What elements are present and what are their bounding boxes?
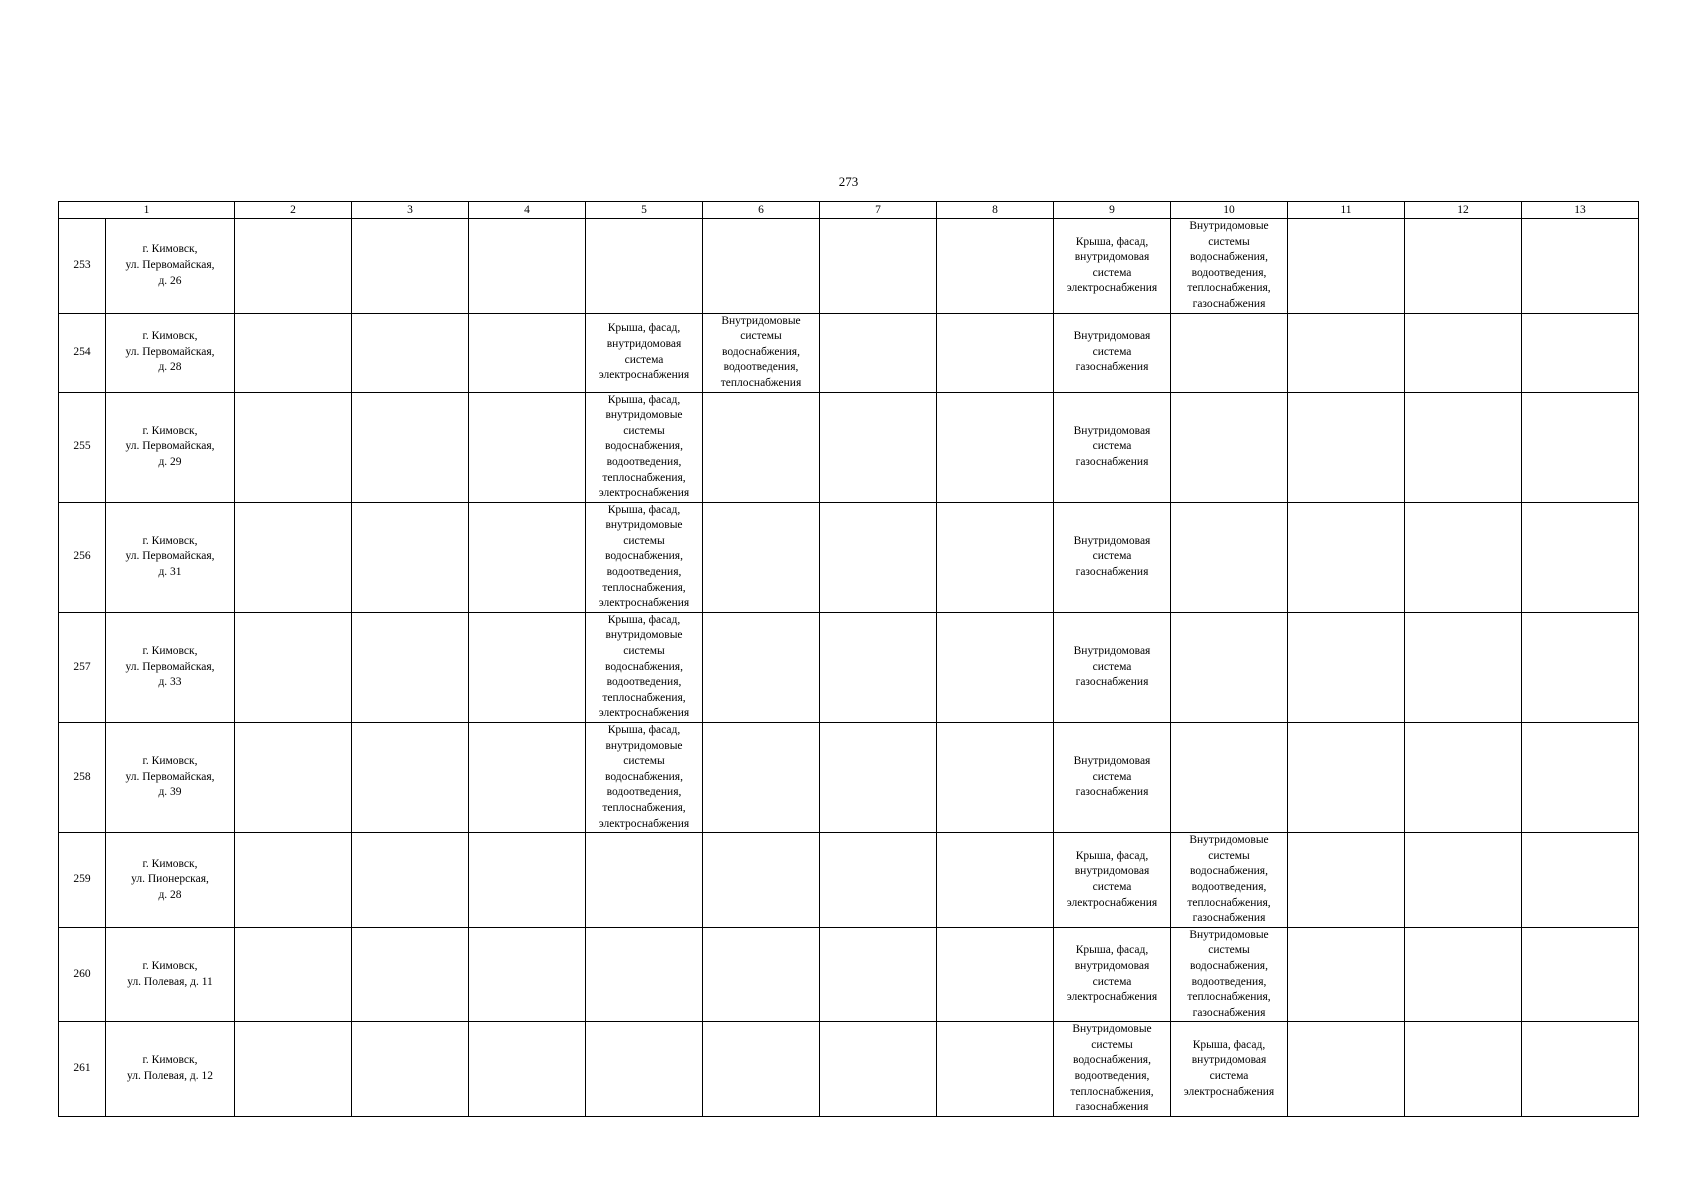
cell-col-6: [703, 219, 820, 314]
cell-col-10: [1171, 1022, 1288, 1117]
row-number: [59, 723, 106, 833]
cell-col-8: [937, 1022, 1054, 1117]
cell-col-7: [820, 927, 937, 1022]
cell-col-6: [703, 723, 820, 833]
cell-col-12: [1405, 392, 1522, 502]
table-body: [59, 219, 1639, 1117]
cell-col-10: [1171, 219, 1288, 314]
cell-col-7: [820, 219, 937, 314]
cell-col-13: [1522, 927, 1639, 1022]
cell-col-10: [1171, 833, 1288, 928]
cell-text: Крыша, фасад, внутридомовая система электроснабжения: [1066, 944, 1158, 1004]
cell-text: Внутридомовые системы водоснабжения, водоотведения, теплоснабжения, газоснабжения: [1187, 834, 1271, 925]
header-col-11: 11: [1288, 202, 1405, 219]
cell-col-9: [1054, 1022, 1171, 1117]
cell-col-3: [352, 1022, 469, 1117]
cell-col-5: [586, 612, 703, 722]
row-number: [59, 612, 106, 722]
cell-text: г. Кимовск, ул. Первомайская, д. 31: [125, 534, 215, 579]
cell-col-11: [1288, 392, 1405, 502]
cell-col-5: [586, 833, 703, 928]
cell-col-13: [1522, 612, 1639, 722]
cell-col-9: [1054, 502, 1171, 612]
cell-col-2: [235, 313, 352, 392]
cell-text: Крыша, фасад, внутридомовые системы водоснабжения, водоотведения, теплоснабжения, электроснабжения: [598, 724, 690, 830]
table-row: [59, 502, 1639, 612]
cell-text: Крыша, фасад, внутридомовая система электроснабжения: [1183, 1038, 1275, 1098]
cell-col-10: [1171, 612, 1288, 722]
cell-col-11: [1288, 927, 1405, 1022]
cell-col-6: [703, 927, 820, 1022]
cell-col-6: [703, 833, 820, 928]
cell-col-4: [469, 313, 586, 392]
table-row: [59, 833, 1639, 928]
table-row: [59, 723, 1639, 833]
cell-col-5: [586, 1022, 703, 1117]
cell-col-9: [1054, 612, 1171, 722]
cell-text: г. Кимовск, ул. Полевая, д. 11: [127, 959, 213, 988]
address-cell: [106, 833, 235, 928]
cell-col-13: [1522, 392, 1639, 502]
cell-text: 255: [73, 440, 91, 453]
cell-col-3: [352, 723, 469, 833]
cell-col-7: [820, 502, 937, 612]
cell-col-8: [937, 313, 1054, 392]
cell-col-13: [1522, 1022, 1639, 1117]
header-col-5: 5: [586, 202, 703, 219]
cell-col-3: [352, 219, 469, 314]
cell-col-9: [1054, 392, 1171, 502]
cell-col-2: [235, 219, 352, 314]
cell-text: Крыша, фасад, внутридомовая система электроснабжения: [1066, 849, 1158, 909]
cell-col-5: [586, 927, 703, 1022]
cell-col-2: [235, 392, 352, 502]
header-row: [59, 202, 1639, 219]
cell-col-3: [352, 927, 469, 1022]
header-col-6: 6: [703, 202, 820, 219]
cell-col-12: [1405, 219, 1522, 314]
cell-col-2: [235, 927, 352, 1022]
cell-text: г. Кимовск, ул. Первомайская, д. 28: [125, 330, 215, 374]
cell-text: Внутридомовые системы водоснабжения, водоотведения, теплоснабжения, газоснабжения: [1187, 928, 1271, 1019]
cell-col-13: [1522, 833, 1639, 928]
table-row: [59, 612, 1639, 722]
cell-col-6: [703, 313, 820, 392]
row-number: [59, 927, 106, 1022]
cell-text: г. Кимовск, ул. Первомайская, д. 39: [125, 755, 215, 799]
cell-text: Крыша, фасад, внутридомовые системы водоснабжения, водоотведения, теплоснабжения, электроснабжения: [598, 393, 690, 500]
table-row: [59, 927, 1639, 1022]
cell-col-4: [469, 723, 586, 833]
cell-text: 254: [73, 345, 91, 358]
cell-col-9: [1054, 927, 1171, 1022]
cell-col-12: [1405, 1022, 1522, 1117]
header-col-1: 1: [59, 202, 235, 219]
cell-text: 256: [73, 550, 91, 563]
address-cell: [106, 392, 235, 502]
cell-col-11: [1288, 1022, 1405, 1117]
cell-text: Внутридомовая система газоснабжения: [1073, 330, 1151, 374]
cell-col-13: [1522, 219, 1639, 314]
cell-col-12: [1405, 833, 1522, 928]
address-cell: [106, 1022, 235, 1117]
cell-col-4: [469, 1022, 586, 1117]
cell-col-13: [1522, 502, 1639, 612]
cell-text: 253: [73, 258, 91, 271]
cell-col-12: [1405, 612, 1522, 722]
cell-text: 260: [73, 967, 91, 980]
cell-text: г. Кимовск, ул. Первомайская, д. 33: [125, 645, 215, 689]
cell-col-4: [469, 927, 586, 1022]
header-col-10: 10: [1171, 202, 1288, 219]
cell-col-5: [586, 723, 703, 833]
cell-text: Крыша, фасад, внутридомовые системы водоснабжения, водоотведения, теплоснабжения, электроснабжения: [598, 503, 690, 610]
cell-col-11: [1288, 833, 1405, 928]
cell-col-3: [352, 502, 469, 612]
cell-col-10: [1171, 313, 1288, 392]
cell-col-5: [586, 219, 703, 314]
cell-text: 261: [73, 1062, 91, 1075]
header-col-4: 4: [469, 202, 586, 219]
cell-col-8: [937, 219, 1054, 314]
cell-text: 259: [73, 873, 91, 886]
cell-col-6: [703, 392, 820, 502]
cell-col-11: [1288, 502, 1405, 612]
cell-text: Внутридомовая система газоснабжения: [1073, 755, 1151, 799]
cell-col-8: [937, 502, 1054, 612]
row-number: [59, 833, 106, 928]
cell-text: Внутридомовые системы водоснабжения, водоотведения, теплоснабжения: [720, 314, 802, 389]
row-number: [59, 219, 106, 314]
cell-col-11: [1288, 612, 1405, 722]
row-number: [59, 1022, 106, 1117]
cell-col-4: [469, 612, 586, 722]
cell-text: г. Кимовск, ул. Первомайская, д. 29: [125, 424, 215, 468]
cell-col-2: [235, 723, 352, 833]
cell-col-5: [586, 313, 703, 392]
cell-col-11: [1288, 723, 1405, 833]
cell-text: г. Кимовск, ул. Пионерская, д. 28: [131, 857, 209, 901]
cell-col-2: [235, 502, 352, 612]
address-cell: [106, 723, 235, 833]
repair-schedule-table: [58, 201, 1639, 1117]
cell-col-7: [820, 313, 937, 392]
cell-col-6: [703, 502, 820, 612]
cell-col-12: [1405, 723, 1522, 833]
cell-text: Крыша, фасад, внутридомовая система электроснабжения: [1066, 235, 1158, 295]
cell-text: Внутридомовая система газоснабжения: [1073, 645, 1151, 689]
cell-col-7: [820, 1022, 937, 1117]
row-number: [59, 392, 106, 502]
cell-col-8: [937, 723, 1054, 833]
cell-col-4: [469, 502, 586, 612]
cell-col-3: [352, 313, 469, 392]
table-row: [59, 313, 1639, 392]
cell-col-10: [1171, 502, 1288, 612]
cell-text: г. Кимовск, ул. Полевая, д. 12: [126, 1054, 213, 1083]
address-cell: [106, 219, 235, 314]
header-col-2: 2: [235, 202, 352, 219]
page-number: 273: [838, 174, 859, 189]
cell-col-9: [1054, 723, 1171, 833]
cell-text: Крыша, фасад, внутридомовые системы водоснабжения, водоотведения, теплоснабжения, электроснабжения: [598, 613, 690, 720]
header-col-12: 12: [1405, 202, 1522, 219]
cell-col-13: [1522, 723, 1639, 833]
cell-col-7: [820, 392, 937, 502]
cell-col-6: [703, 612, 820, 722]
cell-text: Крыша, фасад, внутридомовая система электроснабжения: [598, 322, 690, 382]
address-cell: [106, 612, 235, 722]
cell-col-5: [586, 502, 703, 612]
cell-col-2: [235, 612, 352, 722]
cell-col-6: [703, 1022, 820, 1117]
cell-text: 258: [73, 770, 91, 783]
address-cell: [106, 313, 235, 392]
cell-text: Внутридомовая система газоснабжения: [1073, 424, 1151, 468]
table-row: [59, 1022, 1639, 1117]
row-number: [59, 502, 106, 612]
cell-text: Внутридомовые системы водоснабжения, водоотведения, теплоснабжения, газоснабжения: [1187, 220, 1271, 310]
cell-col-12: [1405, 502, 1522, 612]
cell-col-8: [937, 392, 1054, 502]
table-header: [59, 202, 1639, 219]
cell-col-10: [1171, 723, 1288, 833]
cell-text: г. Кимовск, ул. Первомайская, д. 26: [125, 243, 215, 287]
cell-text: Внутридомовые системы водоснабжения, водоотведения, теплоснабжения, газоснабжения: [1070, 1023, 1154, 1114]
cell-col-9: [1054, 219, 1171, 314]
header-col-13: 13: [1522, 202, 1639, 219]
cell-col-8: [937, 612, 1054, 722]
cell-col-3: [352, 833, 469, 928]
cell-col-12: [1405, 927, 1522, 1022]
cell-text: Внутридомовая система газоснабжения: [1073, 534, 1151, 579]
cell-col-8: [937, 927, 1054, 1022]
cell-col-11: [1288, 219, 1405, 314]
address-cell: [106, 502, 235, 612]
cell-col-7: [820, 833, 937, 928]
cell-col-4: [469, 219, 586, 314]
cell-col-3: [352, 612, 469, 722]
cell-col-8: [937, 833, 1054, 928]
cell-col-2: [235, 833, 352, 928]
cell-col-12: [1405, 313, 1522, 392]
header-col-3: 3: [352, 202, 469, 219]
cell-col-10: [1171, 392, 1288, 502]
table-row: [59, 392, 1639, 502]
header-col-9: 9: [1054, 202, 1171, 219]
cell-col-9: [1054, 313, 1171, 392]
cell-col-7: [820, 723, 937, 833]
table-row: [59, 219, 1639, 314]
cell-col-11: [1288, 313, 1405, 392]
cell-col-2: [235, 1022, 352, 1117]
cell-col-9: [1054, 833, 1171, 928]
cell-col-4: [469, 833, 586, 928]
header-col-8: 8: [937, 202, 1054, 219]
cell-col-4: [469, 392, 586, 502]
cell-col-3: [352, 392, 469, 502]
address-cell: [106, 927, 235, 1022]
cell-col-13: [1522, 313, 1639, 392]
header-col-7: 7: [820, 202, 937, 219]
row-number: [59, 313, 106, 392]
cell-col-5: [586, 392, 703, 502]
cell-col-10: [1171, 927, 1288, 1022]
cell-text: 257: [73, 660, 91, 673]
cell-col-7: [820, 612, 937, 722]
